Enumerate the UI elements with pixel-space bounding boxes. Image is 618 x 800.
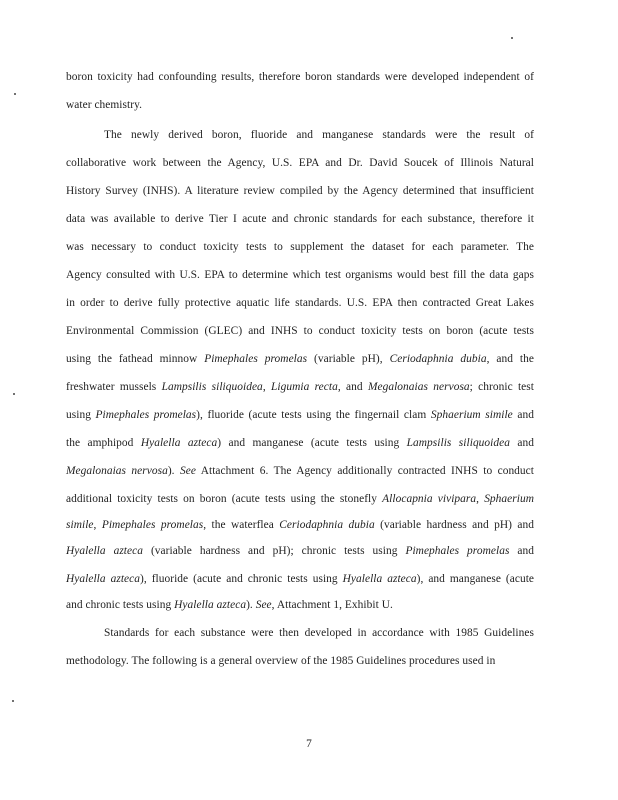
text-line bbox=[66, 240, 534, 254]
text-run: Agency consulted with U.S. EPA to determine which test organisms would best fill the data gaps bbox=[66, 269, 534, 281]
text-run: , the waterflea bbox=[203, 519, 280, 531]
text-run: ; chronic test bbox=[469, 381, 534, 393]
text-run: data was available to derive Tier I acute and chronic standards for each substance, therefore it bbox=[66, 213, 534, 225]
text-run: the amphipod bbox=[66, 437, 141, 449]
italic-text: Pimephales promelas bbox=[95, 409, 197, 421]
text-line bbox=[66, 324, 534, 338]
scan-speck bbox=[13, 393, 15, 395]
text-run: using bbox=[66, 409, 96, 421]
text-run: boron toxicity had confounding results, therefore boron standards were developed independent of bbox=[66, 71, 534, 83]
text-line bbox=[66, 572, 534, 586]
text-line bbox=[66, 380, 534, 394]
scan-speck bbox=[12, 700, 14, 702]
text-run: ), fluoride (acute and chronic tests using bbox=[140, 573, 343, 585]
text-line bbox=[66, 184, 534, 198]
italic-text: Hyalella azteca bbox=[174, 599, 247, 611]
italic-text: simile bbox=[66, 519, 94, 531]
text-line bbox=[66, 268, 534, 282]
text-line bbox=[66, 598, 534, 612]
page-number: 7 bbox=[306, 738, 312, 750]
text-run: methodology. The following is a general overview of the 1985 Guidelines procedures used in bbox=[66, 655, 496, 667]
text-line bbox=[66, 70, 534, 84]
text-line bbox=[66, 518, 534, 532]
text-run: using the fathead minnow bbox=[66, 353, 205, 365]
italic-text: Pimephales promelas bbox=[204, 353, 308, 365]
italic-text: Megalonaias nervosa bbox=[367, 381, 470, 393]
italic-text: Megalonaias nervosa bbox=[66, 465, 168, 477]
text-run: ) and manganese (acute tests using bbox=[217, 437, 407, 449]
text-run: , Attachment 1, Exhibit U. bbox=[271, 599, 393, 611]
text-run: and bbox=[509, 545, 534, 557]
text-run: and bbox=[512, 409, 534, 421]
italic-text: Sphaerium simile bbox=[430, 409, 513, 421]
text-run: ). bbox=[246, 599, 256, 611]
italic-text: Ceriodaphnia dubia bbox=[389, 353, 487, 365]
text-run: , and the bbox=[486, 353, 534, 365]
text-line bbox=[66, 492, 534, 506]
text-run: was necessary to conduct toxicity tests to supplement the dataset for each parameter. The bbox=[66, 241, 534, 253]
italic-text: Hyalella azteca bbox=[140, 437, 218, 449]
italic-text: Allocapnia vivipara bbox=[382, 493, 477, 505]
text-run: collaborative work between the Agency, U.S. EPA and Dr. David Soucek of Illinois Natural bbox=[66, 157, 534, 169]
text-run: , bbox=[93, 519, 102, 531]
text-run: Environmental Commission (GLEC) and INHS to conduct toxicity tests on boron (acute tests bbox=[66, 325, 534, 337]
text-line bbox=[104, 128, 534, 142]
text-line bbox=[66, 296, 534, 310]
text-line bbox=[66, 212, 534, 226]
text-line bbox=[104, 626, 534, 640]
text-line bbox=[66, 464, 534, 478]
text-line bbox=[66, 544, 534, 558]
text-line bbox=[66, 408, 534, 422]
text-run: (variable hardness and pH) and bbox=[374, 519, 534, 531]
italic-text: See bbox=[179, 465, 196, 477]
text-run: , and bbox=[337, 381, 368, 393]
italic-text: Ligumia recta bbox=[271, 381, 338, 393]
italic-text: Hyalella azteca bbox=[66, 545, 143, 557]
text-run: Attachment 6. The Agency additionally contracted INHS to conduct bbox=[195, 465, 534, 477]
italic-text: Lampsilis siliquoidea bbox=[406, 437, 510, 449]
text-run: The newly derived boron, fluoride and manganese standards were the result of bbox=[104, 129, 534, 141]
text-run: additional toxicity tests on boron (acute tests using the stonefly bbox=[66, 493, 383, 505]
text-run: (variable hardness and pH); chronic tests using bbox=[142, 545, 406, 557]
text-run: ), and manganese (acute bbox=[416, 573, 535, 585]
text-run: Standards for each substance were then developed in accordance with 1985 Guidelines bbox=[104, 627, 534, 639]
text-line bbox=[66, 156, 534, 170]
text-line bbox=[66, 98, 534, 112]
scan-speck bbox=[511, 37, 513, 39]
text-run: (variable pH), bbox=[307, 353, 390, 365]
text-run: History Survey (INHS). A literature review compiled by the Agency determined that insufficient bbox=[66, 185, 534, 197]
text-run: , bbox=[476, 493, 485, 505]
italic-text: See bbox=[255, 599, 272, 611]
text-run: water chemistry. bbox=[66, 99, 142, 111]
text-line bbox=[66, 436, 534, 450]
italic-text: Hyalella azteca bbox=[342, 573, 417, 585]
text-line bbox=[66, 654, 534, 668]
italic-text: Sphaerium bbox=[484, 493, 534, 505]
text-line bbox=[66, 352, 534, 366]
text-run: ), fluoride (acute tests using the fingernail clam bbox=[196, 409, 431, 421]
italic-text: Hyalella azteca bbox=[66, 573, 140, 585]
text-run: and bbox=[510, 437, 534, 449]
text-run: and chronic tests using bbox=[66, 599, 175, 611]
italic-text: Pimephales promelas bbox=[101, 519, 204, 531]
italic-text: Pimephales promelas bbox=[405, 545, 510, 557]
italic-text: Lampsilis siliquoidea bbox=[161, 381, 263, 393]
italic-text: Ceriodaphnia dubia bbox=[279, 519, 375, 531]
text-run: ). bbox=[167, 465, 180, 477]
text-run: in order to derive fully protective aquatic life standards. U.S. EPA then contracted Great Lakes bbox=[66, 297, 534, 309]
text-run: freshwater mussels bbox=[66, 381, 162, 393]
scan-speck bbox=[14, 93, 16, 95]
text-run: , bbox=[262, 381, 271, 393]
